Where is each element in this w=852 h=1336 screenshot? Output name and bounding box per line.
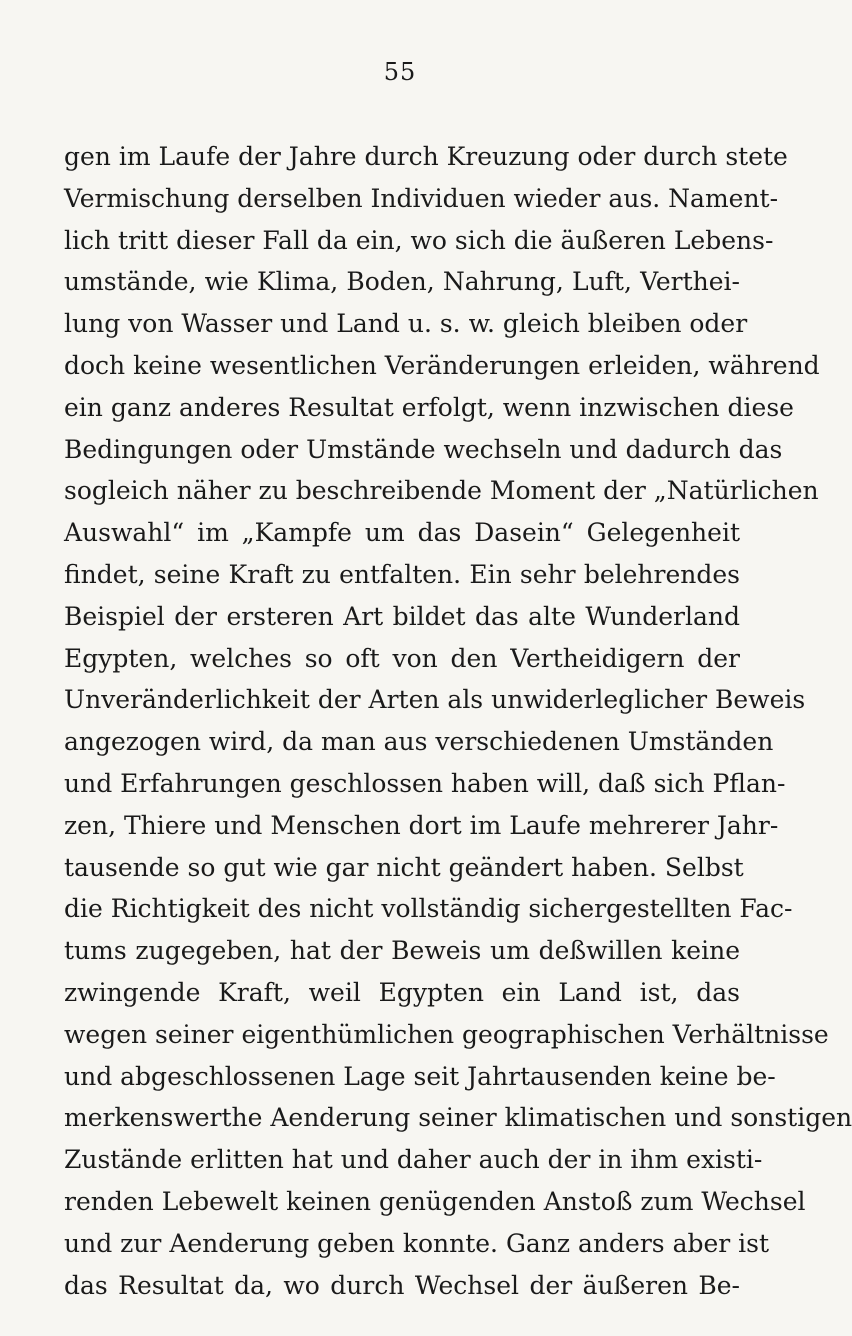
text-line: Auswahl“ im „Kampfe um das Dasein“ Gelegenheit <box>64 518 740 548</box>
text-line: Egypten, welches so oft von den Vertheidigern der <box>64 643 740 673</box>
text-line: wegen seiner eigenthümlichen geographischen Verhältnisse <box>64 1019 829 1049</box>
text-line: findet, seine Kraft zu entfalten. Ein sehr belehrendes <box>64 559 740 589</box>
text-line: doch keine wesentlichen Veränderungen erleiden, während <box>64 350 820 380</box>
body-text <box>64 136 852 1306</box>
text-line: Vermischung derselben Individuen wieder aus. Nament- <box>64 183 779 213</box>
text-line: lich tritt dieser Fall da ein, wo sich die äußeren Lebens- <box>64 225 774 255</box>
text-line: gen im Laufe der Jahre durch Kreuzung oder durch stete <box>64 142 788 171</box>
text-line: ein ganz anderes Resultat erfolgt, wenn inzwischen diese <box>64 392 794 422</box>
page-number: 55 <box>383 58 417 86</box>
text-line: angezogen wird, da man aus verschiedenen Umständen <box>64 727 774 757</box>
text-line: und Erfahrungen geschlossen haben will, daß sich Pflan- <box>64 768 786 798</box>
text-line: Bedingungen oder Umstände wechseln und dadurch das <box>64 434 783 464</box>
text-line: Beispiel der ersteren Art bildet das alte Wunderland <box>64 601 740 631</box>
text-line: merkenswerthe Aenderung seiner klimatischen und sonstigen <box>64 1103 852 1133</box>
text-line: zwingende Kraft, weil Egypten ein Land ist, das <box>64 977 740 1007</box>
text-line: Unveränderlichkeit der Arten als unwiderleglicher Beweis <box>64 685 806 715</box>
text-line: und zur Aenderung geben konnte. Ganz anders aber ist <box>64 1228 770 1258</box>
text-line: und abgeschlossenen Lage seit Jahrtausenden keine be- <box>64 1061 776 1091</box>
text-line: zen, Thiere und Menschen dort im Laufe mehrerer Jahr- <box>64 810 779 840</box>
text-line: tums zugegeben, hat der Beweis um deßwillen keine <box>64 936 740 966</box>
text-line: tausende so gut wie gar nicht geändert haben. Selbst <box>64 852 744 882</box>
text-line: das Resultat da, wo durch Wechsel der äußeren Be- <box>64 1270 740 1300</box>
text-line: umstände, wie Klima, Boden, Nahrung, Luft, Verthei- <box>64 267 740 297</box>
text-line: die Richtigkeit des nicht vollständig sichergestellten Fac- <box>64 894 793 924</box>
text-line: Zustände erlitten hat und daher auch der in ihm existi- <box>64 1145 763 1175</box>
text-line: sogleich näher zu beschreibende Moment der „Natürlichen <box>64 476 819 506</box>
text-line: lung von Wasser und Land u. s. w. gleich bleiben oder <box>64 309 748 339</box>
text-line: renden Lebewelt keinen genügenden Anstoß zum Wechsel <box>64 1186 806 1216</box>
